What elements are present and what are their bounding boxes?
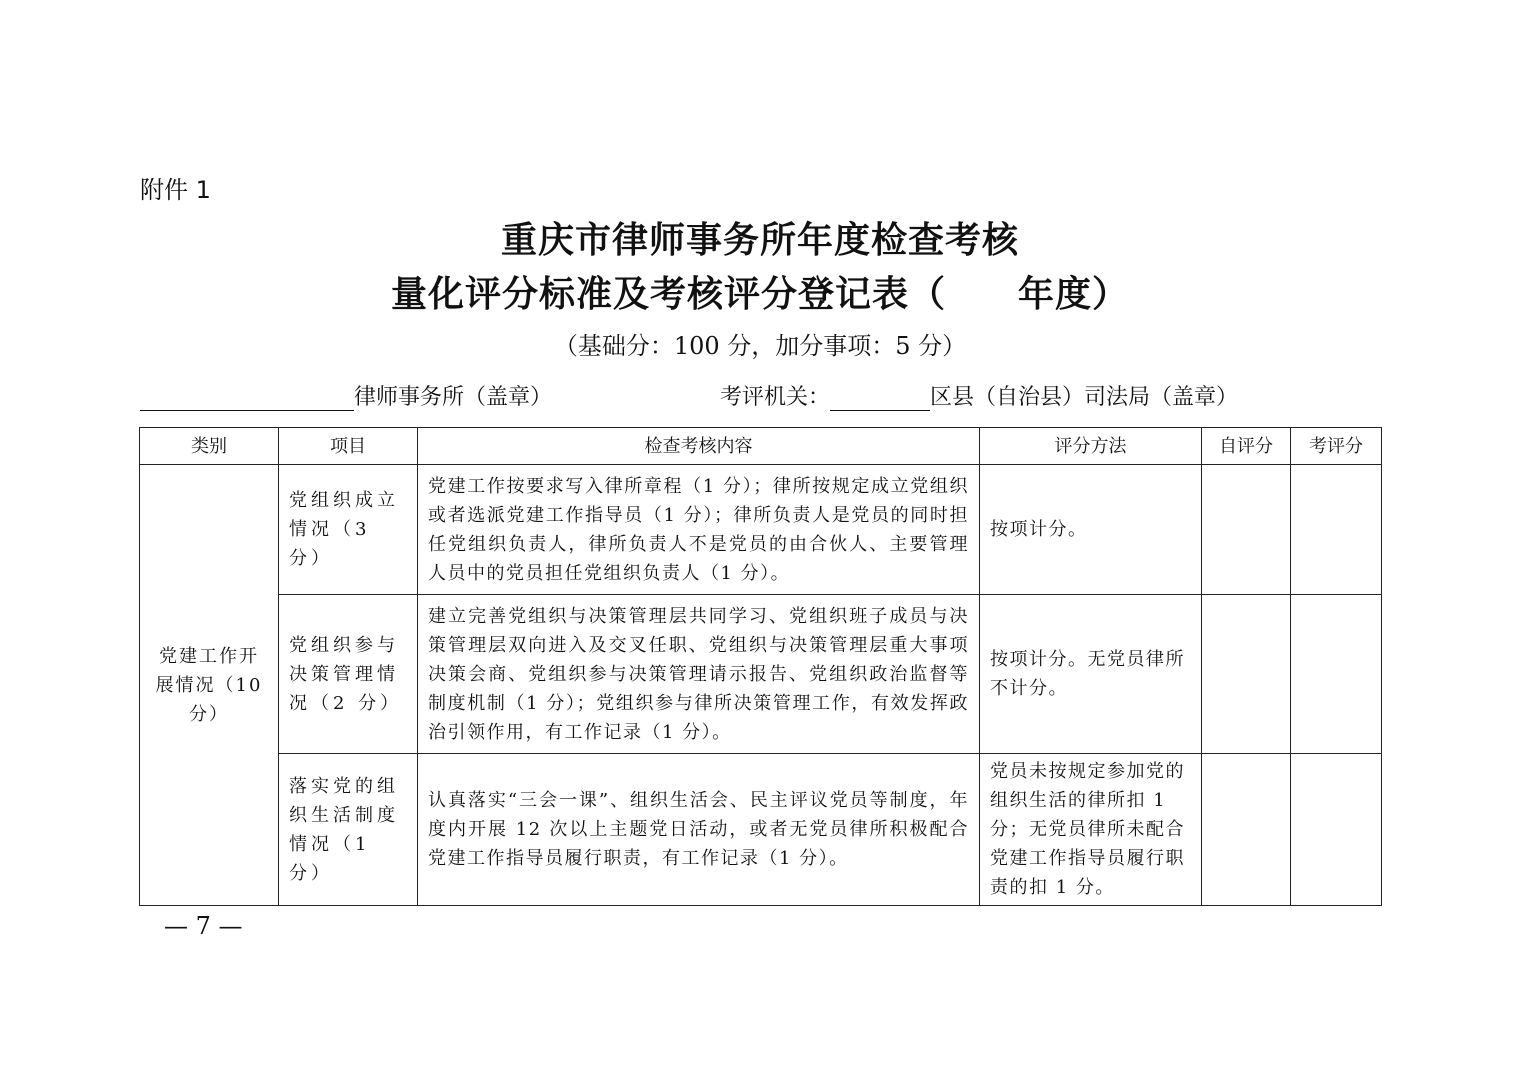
header-item: 项目 [279, 428, 418, 465]
content-cell: 认真落实“三会一课”、组织生活会、民主评议党员等制度，年度内开展 12 次以上主题党日活动，或者无党员律所积极配合党建工作指导员履行职责，有工作记录（1 分）。 [418, 754, 980, 906]
page-number: — 7 — [164, 912, 243, 940]
review-score-cell[interactable] [1291, 465, 1382, 595]
table-row [140, 595, 1382, 754]
district-blank [830, 384, 930, 411]
reviewer-segment [720, 380, 1238, 411]
item-cell: 党组织成立情况（3 分） [279, 465, 418, 595]
method-cell: 按项计分。无党员律所不计分。 [980, 595, 1202, 754]
header-review-score: 考评分 [1291, 428, 1382, 465]
review-score-cell[interactable] [1291, 595, 1382, 754]
header-category: 类别 [140, 428, 279, 465]
table-header-row [140, 428, 1382, 465]
category-cell: 党建工作开展情况（10 分） [140, 465, 279, 906]
title-line2-prefix: 量化评分标准及考核评分登记表（ [390, 273, 946, 315]
self-score-cell[interactable] [1202, 465, 1291, 595]
content-cell: 建立完善党组织与决策管理层共同学习、党组织班子成员与决策管理层双向进入及交叉任职、党组织与决策管理层重大事项决策会商、党组织参与决策管理请示报告、党组织政治监督等制度机制（1 分）；党组织参与律所决策管理工作，有效发挥政治引领作用，有工作记录（1 分）。 [418, 595, 980, 754]
firm-name-blank [140, 384, 354, 411]
method-cell: 按项计分。 [980, 465, 1202, 595]
title-line2-suffix: 年度） [1018, 273, 1130, 315]
bureau-label: 区县（自治县）司法局（盖章） [930, 385, 1239, 410]
header-content: 检查考核内容 [418, 428, 980, 465]
document-title-line1: 重庆市律师事务所年度检查考核 [500, 219, 1019, 261]
score-subtitle: （基础分：100 分，加分事项：5 分） [553, 332, 967, 360]
self-score-cell[interactable] [1202, 595, 1291, 754]
content-cell: 党建工作按要求写入律所章程（1 分）；律所按规定成立党组织或者选派党建工作指导员（1 分）；律所负责人是党员的同时担任党组织负责人，律所负责人不是党员的由合伙人、主要管理人员中的党员担任党组织负责人（1 分）。 [418, 465, 980, 595]
score-table [139, 427, 1382, 906]
attachment-label: 附件 1 [140, 176, 211, 204]
stamp-line [140, 380, 1380, 411]
item-cell: 党组织参与决策管理情况（2 分） [279, 595, 418, 754]
item-cell: 落实党的组织生活制度情况（1 分） [279, 754, 418, 906]
table-row [140, 465, 1382, 595]
self-score-cell[interactable] [1202, 754, 1291, 906]
reviewer-label: 考评机关： [720, 385, 831, 410]
document-title-line2 [0, 266, 1520, 317]
review-score-cell[interactable] [1291, 754, 1382, 906]
header-self-score: 自评分 [1202, 428, 1291, 465]
method-cell: 党员未按规定参加党的组织生活的律所扣 1 分；无党员律所未配合党建工作指导员履行职责的扣 1 分。 [980, 754, 1202, 906]
header-method: 评分方法 [980, 428, 1202, 465]
firm-label: 律师事务所（盖章） [354, 385, 553, 410]
table-row [140, 754, 1382, 906]
